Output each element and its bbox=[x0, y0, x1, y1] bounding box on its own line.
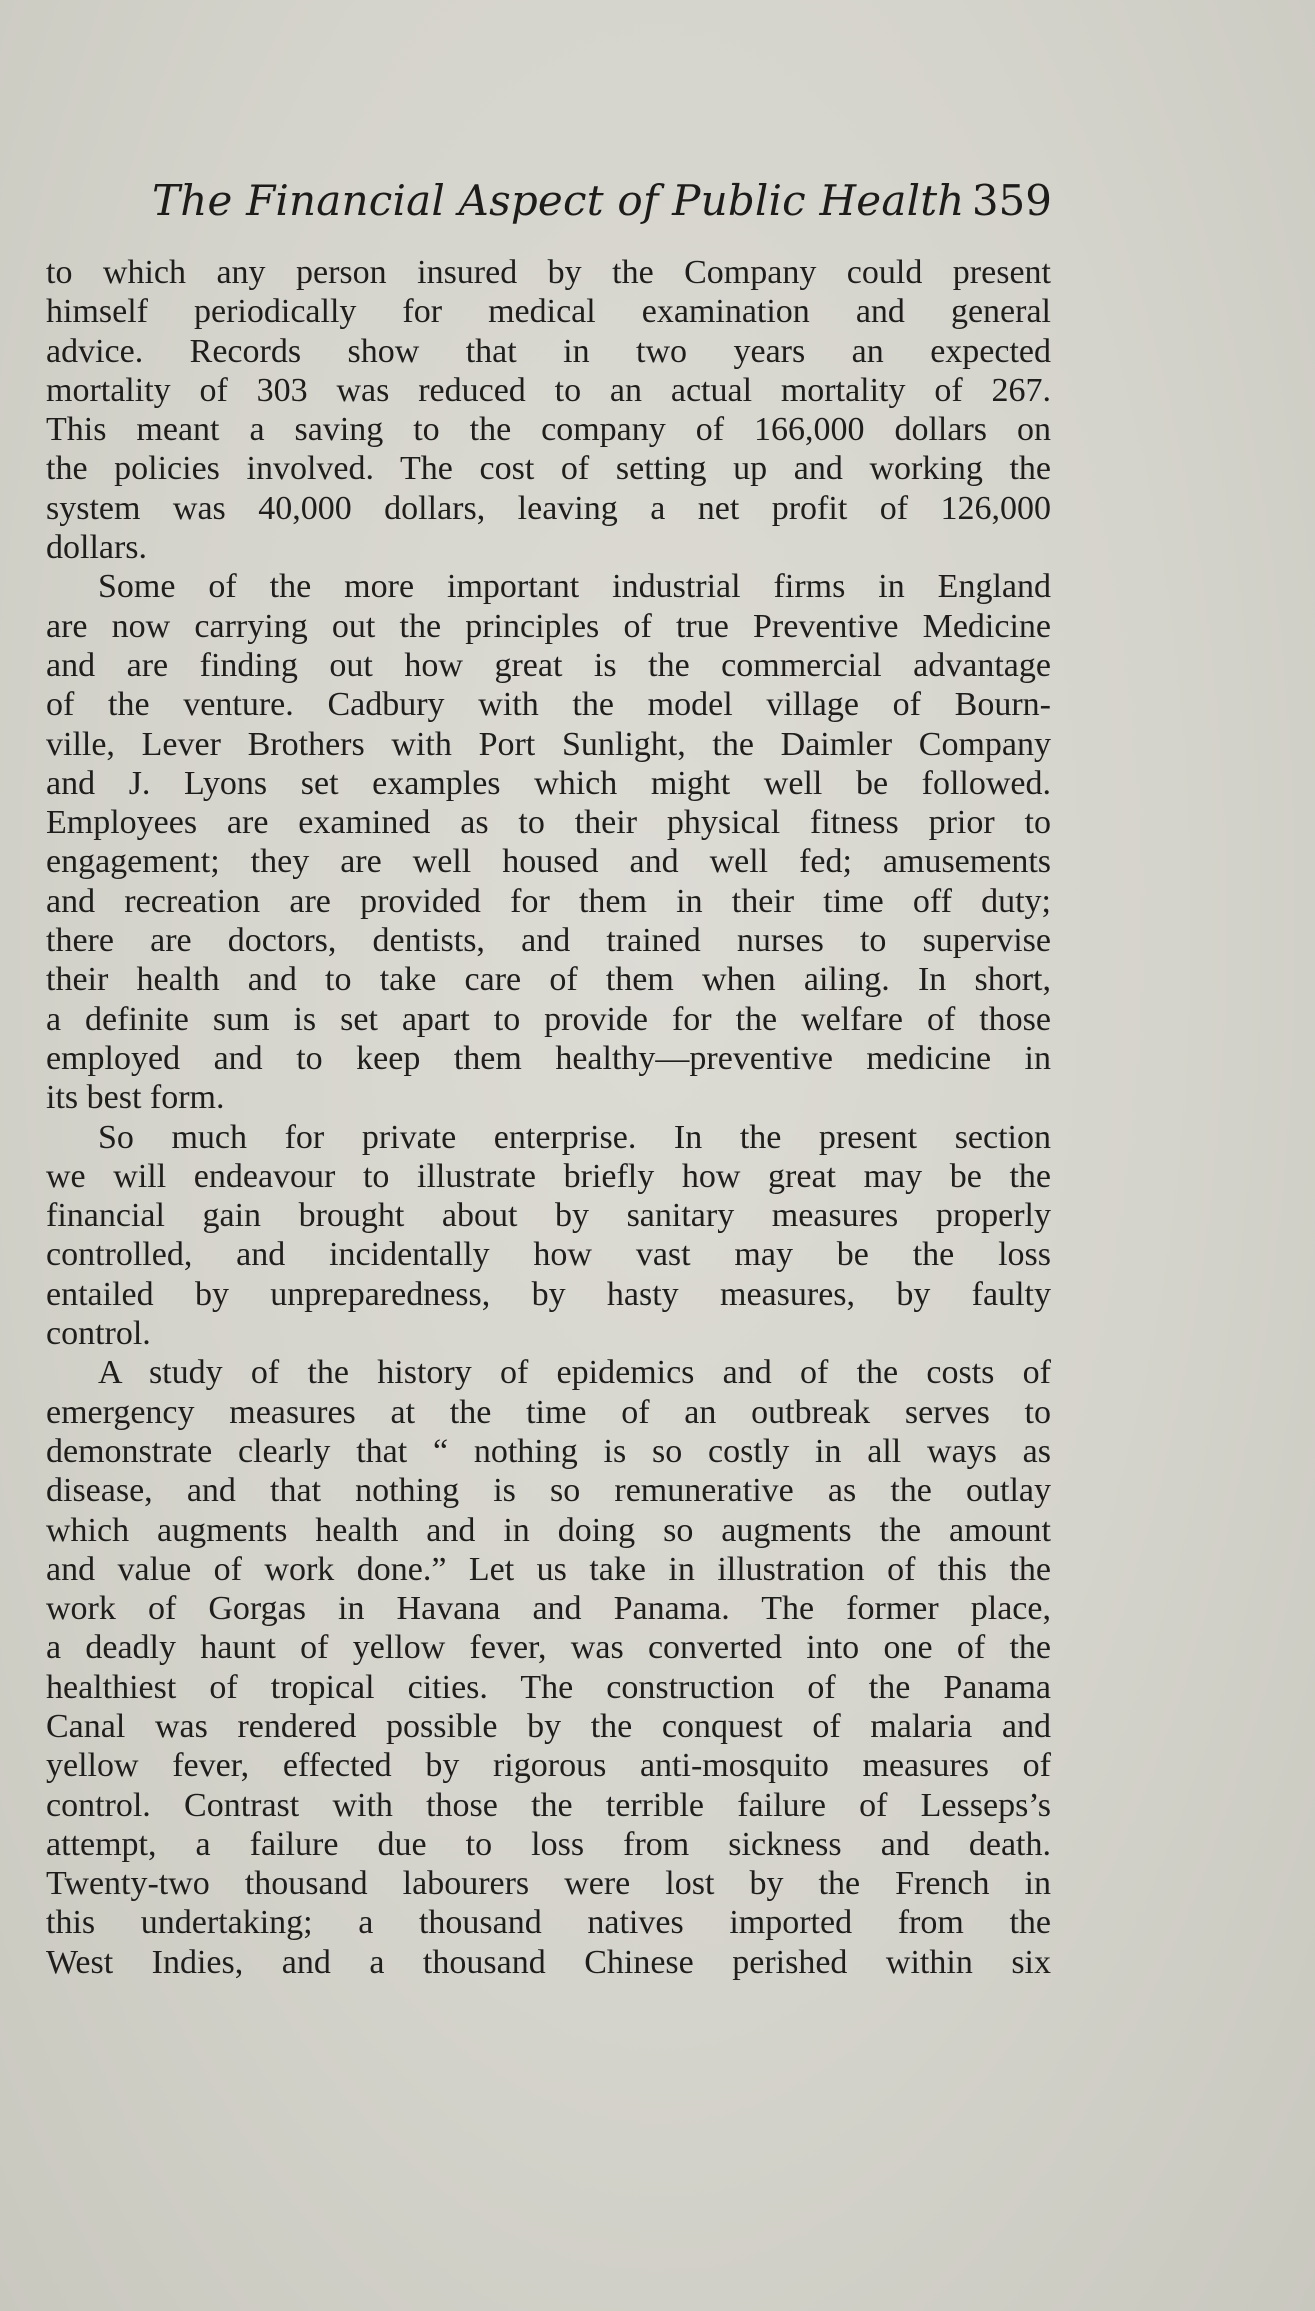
text-line: the policies involved. The cost of setting up and working the bbox=[46, 450, 1051, 488]
text-line: to which any person insured by the Company could present bbox=[46, 254, 1051, 291]
text-line: himself periodically for medical examination and general bbox=[46, 293, 1051, 331]
text-line: and recreation are provided for them in their time off duty; bbox=[46, 882, 1051, 920]
text-line: their health and to take care of them when ailing. In short, bbox=[46, 961, 1051, 999]
page-number: 359 bbox=[971, 176, 1052, 225]
text-line: dollars. bbox=[46, 529, 148, 567]
text-line: work of Gorgas in Havana and Panama. The former place, bbox=[46, 1590, 1051, 1628]
text-line: mortality of 303 was reduced to an actual mortality of 267. bbox=[46, 371, 1051, 409]
text-line: Canal was rendered possible by the conquest of malaria and bbox=[46, 1707, 1051, 1745]
text-line: engagement; they are well housed and well fed; amusements bbox=[46, 843, 1051, 881]
text-line: Employees are examined as to their physical fitness prior to bbox=[46, 804, 1051, 842]
text-line: employed and to keep them healthy—preventive medicine in bbox=[46, 1039, 1051, 1077]
text-line: its best form. bbox=[46, 1079, 225, 1117]
text-line: demonstrate clearly that “ nothing is so costly in all ways as bbox=[46, 1432, 1051, 1470]
text-line: healthiest of tropical cities. The construction of the Panama bbox=[46, 1668, 1051, 1706]
page-header bbox=[152, 176, 1052, 236]
text-line: yellow fever, effected by rigorous anti-mosquito measures of bbox=[46, 1747, 1051, 1785]
text-line: this undertaking; a thousand natives imported from the bbox=[46, 1904, 1051, 1942]
text-line: and J. Lyons set examples which might well be followed. bbox=[46, 764, 1051, 802]
text-line: This meant a saving to the company of 166,000 dollars on bbox=[46, 411, 1051, 449]
text-line: A study of the history of epidemics and of the costs of bbox=[98, 1354, 1051, 1392]
text-line: advice. Records show that in two years an expected bbox=[46, 332, 1051, 370]
text-line: which augments health and in doing so augments the amount bbox=[46, 1511, 1051, 1549]
text-line: West Indies, and a thousand Chinese perished within six bbox=[46, 1943, 1051, 1981]
text-line: disease, and that nothing is so remunerative as the outlay bbox=[46, 1472, 1051, 1510]
text-line: and are finding out how great is the commercial advantage bbox=[46, 646, 1051, 684]
text-line: attempt, a failure due to loss from sickness and death. bbox=[46, 1825, 1051, 1863]
text-line: financial gain brought about by sanitary measures properly bbox=[46, 1197, 1051, 1235]
text-line: a deadly haunt of yellow fever, was converted into one of the bbox=[46, 1629, 1051, 1667]
running-title: The Financial Aspect of Public Health bbox=[152, 176, 965, 225]
text-line: So much for private enterprise. In the present section bbox=[98, 1118, 1051, 1156]
text-line: and value of work done.” Let us take in illustration of this the bbox=[46, 1550, 1051, 1588]
text-line: a definite sum is set apart to provide for the welfare of those bbox=[46, 1000, 1051, 1038]
text-line: Some of the more important industrial firms in England bbox=[98, 568, 1051, 606]
text-line: controlled, and incidentally how vast may be the loss bbox=[46, 1236, 1051, 1274]
text-line: control. Contrast with those the terrible failure of Lesseps’s bbox=[46, 1786, 1051, 1824]
text-line: control. bbox=[46, 1315, 151, 1353]
text-line: are now carrying out the principles of true Preventive Medicine bbox=[46, 607, 1051, 645]
text-line: Twenty-two thousand labourers were lost by the French in bbox=[46, 1865, 1051, 1903]
body-text bbox=[46, 253, 1051, 1982]
text-line: of the venture. Cadbury with the model village of Bourn- bbox=[46, 686, 1051, 724]
text-line: system was 40,000 dollars, leaving a net profit of 126,000 bbox=[46, 489, 1051, 527]
text-line: we will endeavour to illustrate briefly how great may be the bbox=[46, 1157, 1051, 1195]
text-line: entailed by unpreparedness, by hasty measures, by faulty bbox=[46, 1275, 1051, 1313]
text-line: there are doctors, dentists, and trained nurses to supervise bbox=[46, 922, 1051, 960]
text-line: emergency measures at the time of an outbreak serves to bbox=[46, 1393, 1051, 1431]
text-line: ville, Lever Brothers with Port Sunlight, the Daimler Company bbox=[46, 725, 1051, 763]
